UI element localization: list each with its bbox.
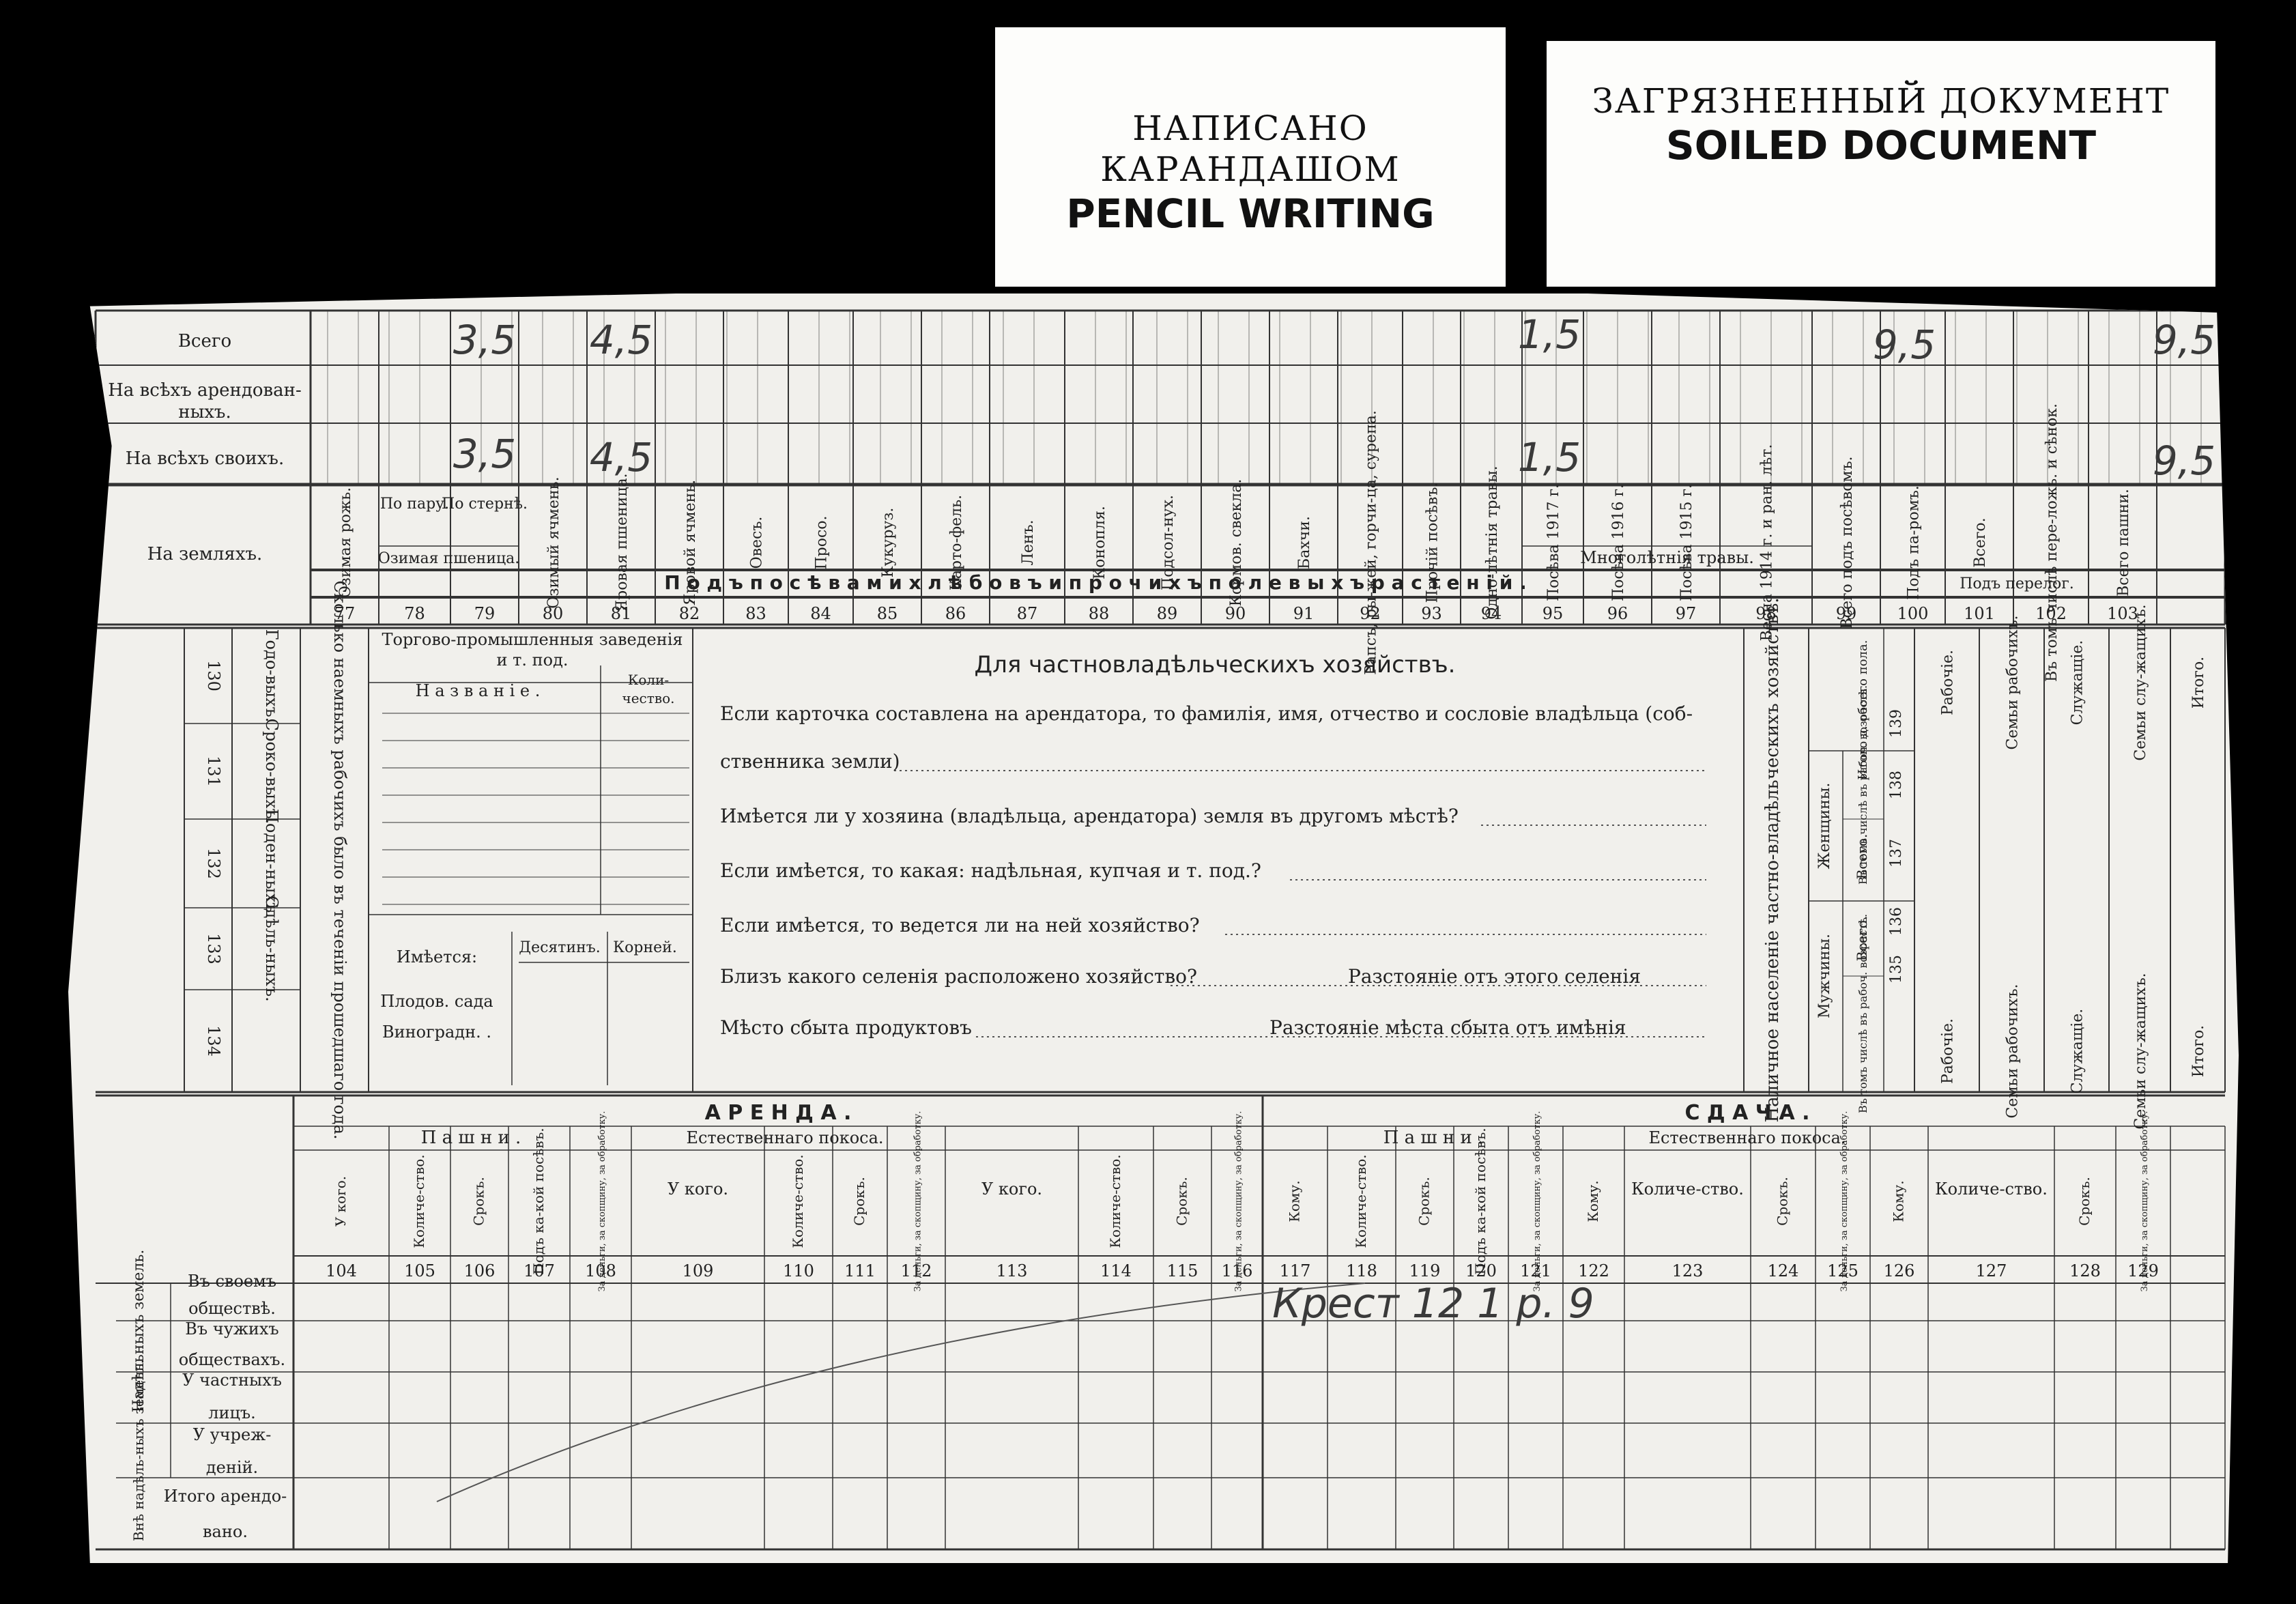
sub-header: Озимая пшеница. (377, 550, 520, 567)
side-column-number: 134 (204, 1025, 223, 1057)
bottom-column-number: 126 (1883, 1261, 1915, 1280)
right-column-header: Служащiе. (2069, 1008, 2086, 1094)
bottom-column-header: Количе-ство. (790, 1154, 806, 1248)
trade-name-header: Н а з в а н i е . (415, 681, 541, 700)
sub-header: Многолѣтнiя травы. (1580, 548, 1754, 567)
soiled-document-label (1547, 41, 2215, 287)
bottom-column-header: Срокъ. (1416, 1177, 1433, 1226)
row-group-label: Внѣ надѣль-ныхъ земель. (130, 1359, 147, 1542)
private-question: Если имѣется, то какая: надѣльная, купчая и т. под.? (720, 859, 1261, 882)
row-label: денiй. (205, 1458, 259, 1477)
right-column-header: Рабочiе. (1939, 649, 1957, 716)
row-label: вано. (203, 1522, 248, 1541)
column-number: 93 (1421, 604, 1442, 623)
crop-header: Кукуруз. (880, 507, 897, 578)
trade-title: и т. под. (496, 650, 569, 670)
handwritten-value: 9,5 (2152, 317, 2216, 363)
bottom-column-header: У кого. (667, 1179, 729, 1199)
bottom-column-header: Кому. (1890, 1180, 1907, 1222)
crop-header: Карто-фель. (948, 494, 965, 591)
handwritten-value: 1,5 (1517, 434, 1581, 481)
row-label-own: На всѣхъ своихъ. (125, 448, 285, 469)
bottom-column-header: За деньги, за скопщину, за обработку. (2140, 1111, 2150, 1292)
private-question: Имѣется ли у хозяина (владѣльца, арендатора) земля въ другомъ мѣстѣ? (720, 805, 1459, 827)
column-number: 97 (1675, 604, 1697, 623)
column-number: 101 (1964, 604, 1995, 623)
bottom-column-number: 124 (1767, 1261, 1799, 1280)
crop-header: Озимый ячмень. (545, 476, 562, 609)
column-number: 87 (1016, 604, 1038, 623)
label-line: КАРАНДАШОМ (1100, 149, 1401, 189)
row-label: Въ чужихъ (185, 1319, 279, 1338)
side-column-label: Годо-выхъ. (262, 629, 281, 723)
trade-qty-header: чество. (622, 690, 675, 706)
bottom-column-header: За деньги, за скопщину, за обработку. (913, 1111, 923, 1292)
population-number: 135 (1888, 955, 1905, 984)
right-column-header: Рабочiе. (1939, 1018, 1957, 1085)
side-column-label: Поден-ныхъ. (262, 809, 281, 918)
column-number: 85 (876, 604, 898, 623)
bottom-column-header: Количе-ство. (1107, 1154, 1123, 1248)
side-column-number: 130 (204, 660, 223, 691)
column-number: 102 (2035, 604, 2067, 623)
bottom-column-number: 122 (1578, 1261, 1609, 1280)
row-label: Итого арендо- (163, 1487, 287, 1506)
census-form-sheet (68, 293, 2239, 1563)
side-column-number: 132 (204, 848, 223, 879)
handwritten-value: 3,5 (453, 431, 517, 477)
bottom-column-number: 111 (844, 1261, 876, 1280)
right-column-header: Семьи слу-жащихъ. (2132, 973, 2149, 1130)
bottom-column-header: Срокъ. (851, 1177, 867, 1226)
bottom-column-number: 119 (1409, 1261, 1441, 1280)
pen-stroke (437, 1283, 1365, 1502)
crop-header: Подъ па-ромъ. (1905, 485, 1923, 600)
column-number: 84 (810, 604, 831, 623)
crop-header: Яровой ячмень. (682, 479, 699, 606)
banner-text: П о д ъ п о с ѣ в а м и х л ѣ б о в ъ и п р о ч и х ъ п о л е в ы х ъ р а с т е н i й . (664, 571, 1527, 594)
pokos-header: Естественнаго покоса. (686, 1128, 884, 1147)
private-question: ственника земли) (720, 750, 900, 773)
bottom-column-header: Кому. (1286, 1180, 1303, 1222)
population-itogo: Итого д. обоего пола. (1856, 640, 1870, 780)
population-number: 136 (1888, 907, 1905, 936)
handwritten-value: 3,5 (453, 317, 517, 363)
bottom-column-number: 108 (585, 1261, 616, 1280)
row-label-lands: На земляхъ. (147, 544, 263, 564)
right-column-header: Служащiе. (2069, 640, 2086, 726)
column-number: 90 (1224, 604, 1246, 623)
vertical-caption: Сколько наемныхъ рабочихъ было въ теченiи прошедшаго года. (330, 580, 349, 1140)
bottom-column-number: 114 (1100, 1261, 1132, 1280)
bottom-column-number: 105 (404, 1261, 435, 1280)
bottom-column-number: 104 (326, 1261, 357, 1280)
crop-header: Посѣва 1915 г. (1678, 483, 1695, 602)
crop-header: Озимая рожь. (337, 487, 354, 599)
has-korney: Корней. (613, 939, 677, 956)
bottom-column-number: 107 (523, 1261, 555, 1280)
crop-header: Конопля. (1091, 506, 1108, 579)
trade-title: Торгово-промышленныя заведенiя (382, 630, 683, 649)
right-column-header: Итого. (2190, 1025, 2207, 1078)
crop-header: Всего подъ посѣвомъ. (1839, 456, 1856, 629)
crop-header: Яровая пшеница. (614, 473, 631, 612)
crop-header: По стернѣ. (442, 496, 528, 513)
crop-header: Подсол-нух. (1160, 495, 1177, 590)
crop-header: Ленъ. (1020, 519, 1037, 566)
crop-header: Посѣва 1917 г. (1545, 483, 1562, 602)
column-number: 79 (474, 604, 496, 623)
bottom-column-number: 113 (996, 1261, 1028, 1280)
private-question: Мѣсто сбыта продуктовъ (720, 1016, 972, 1039)
bottom-column-number: 110 (783, 1261, 814, 1280)
column-number: 91 (1293, 604, 1315, 623)
column-number: 94 (1480, 604, 1502, 623)
bottom-column-header: За деньги, за скопщину, за обработку. (1839, 1111, 1850, 1292)
private-title: Для частновладѣльческихъ хозяйствъ. (974, 651, 1456, 678)
side-column-number: 133 (204, 933, 223, 964)
crop-header: Прочiй посѣвъ. (1424, 482, 1441, 603)
bottom-column-header: Кому. (1585, 1180, 1601, 1222)
row-label: обществахъ. (178, 1350, 286, 1369)
row-label: У частныхъ (182, 1371, 282, 1390)
column-number: 99 (1835, 604, 1857, 623)
bottom-column-header: Срокъ. (470, 1177, 487, 1226)
crop-header: Бахчи. (1296, 516, 1313, 569)
has-label: Имѣется: (396, 947, 478, 966)
column-number: 96 (1607, 604, 1628, 623)
bottom-column-header: У кого. (332, 1175, 349, 1227)
side-column-label: Сдѣль-ныхъ. (262, 896, 281, 1002)
row-label-rented: ныхъ. (178, 402, 231, 423)
private-question: Если карточка составлена на арендатора, то фамилiя, имя, отчество и сословiе владѣльца (соб- (720, 702, 1693, 725)
bottom-column-number: 116 (1221, 1261, 1253, 1280)
bottom-column-header: Количе-ство. (1353, 1154, 1369, 1248)
bottom-column-number: 125 (1827, 1261, 1859, 1280)
arenda-header: А Р Е Н Д А . (704, 1101, 852, 1125)
bottom-column-header: Срокъ. (1173, 1177, 1190, 1226)
pencil-writing-label (995, 27, 1506, 287)
population-number: 137 (1888, 839, 1905, 868)
bottom-column-header: Подъ ка-кой посѣвъ. (530, 1128, 547, 1275)
right-column-header: Итого. (2190, 656, 2207, 709)
handwritten-value: 1,5 (1517, 311, 1581, 358)
trade-qty-header: Коли- (627, 672, 670, 688)
column-number: 86 (945, 604, 966, 623)
private-question: Если имѣется, то ведется ли на ней хозяйство? (720, 914, 1200, 936)
bottom-column-header: Срокъ. (2076, 1177, 2093, 1226)
row-label-rented: На всѣхъ арендован- (108, 380, 302, 401)
has-garden: Плодов. сада (380, 992, 493, 1011)
population-number: 139 (1888, 709, 1905, 738)
row-label-total: Всего (177, 331, 232, 352)
column-number: 81 (610, 604, 632, 623)
population-caption: Наличное населенiе частно-владѣльческихъ хозяйствъ. (1762, 597, 1783, 1123)
bottom-column-number: 106 (463, 1261, 496, 1280)
bottom-column-number: 109 (682, 1261, 714, 1280)
side-column-number: 131 (204, 756, 223, 787)
label-line: НАПИСАНО (1132, 109, 1368, 148)
pashni-header: П а ш н и . (1383, 1128, 1484, 1148)
form-grid (68, 293, 2239, 1563)
right-column-header: Семьи рабочихъ. (2004, 615, 2022, 750)
population-working: Въ томъ числѣ въ рабоч. возрастѣ. (1856, 685, 1869, 885)
crop-header: Рапсъ, ры-жей, горчи-ца, сурепа. (1362, 410, 1380, 675)
right-column-header: Семьи слу-жащихъ. (2132, 604, 2149, 761)
has-desyatin: Десятинъ. (519, 939, 601, 956)
pashni-header: П а ш н и . (420, 1128, 521, 1148)
right-column-header: Семьи рабочихъ. (2004, 984, 2022, 1119)
sdacha-header: С Д А Ч А . (1684, 1101, 1810, 1125)
column-number: 88 (1088, 604, 1110, 623)
row-label: Въ своемъ (187, 1272, 277, 1291)
crop-header: Одно-лѣтнiя травы. (1484, 466, 1501, 620)
population-women: Женщины. (1816, 782, 1833, 870)
column-number: 92 (1360, 604, 1381, 623)
column-number: 80 (542, 604, 564, 623)
population-working: Въ томъ числѣ въ рабоч. возрастѣ. (1856, 913, 1869, 1114)
column-number: 95 (1542, 604, 1564, 623)
handwritten-value: 4,5 (589, 317, 653, 363)
crop-header: По пару. (379, 496, 450, 513)
column-number: 89 (1156, 604, 1178, 623)
bottom-column-number: 127 (1975, 1261, 2007, 1280)
bottom-column-number: 118 (1346, 1261, 1377, 1280)
column-number: 103 (2107, 604, 2138, 623)
column-number: 82 (678, 604, 700, 623)
crop-header: Кормов. свекла. (1228, 478, 1245, 607)
bottom-column-header: За деньги, за скопщину, за обработку. (1233, 1111, 1244, 1292)
population-total: Всего. (1854, 833, 1870, 880)
column-number: 77 (334, 604, 356, 623)
handwritten-value: 4,5 (589, 434, 653, 481)
private-question: Близъ какого селенiя расположено хозяйство? (720, 965, 1198, 988)
private-question: Разстоянiе мѣста сбыта отъ имѣнiя (1269, 1016, 1626, 1039)
column-number: 98 (1755, 604, 1777, 623)
bottom-column-number: 129 (2127, 1261, 2159, 1280)
bottom-column-number: 120 (1465, 1261, 1497, 1280)
crop-header: Всего пашни. (2115, 489, 2132, 597)
bottom-column-header: За деньги, за скопщину, за обработку. (1532, 1111, 1542, 1292)
bottom-column-header: Количе-ство. (1935, 1179, 2048, 1199)
population-total: Всего. (1854, 915, 1870, 962)
row-label: У учреж- (192, 1425, 272, 1444)
label-line: SOILED DOCUMENT (1665, 122, 2097, 169)
side-column-label: Сроко-выхъ. (262, 718, 281, 825)
bottom-column-number: 115 (1166, 1261, 1199, 1280)
bottom-column-header: У кого. (981, 1179, 1043, 1199)
crop-header: Всего. (1972, 517, 1989, 568)
row-label: лицъ. (208, 1403, 256, 1422)
crop-header: Посѣва 1916 г. (1610, 483, 1627, 602)
private-question: Разстоянiе отъ этого селенiя (1348, 965, 1641, 988)
bottom-column-header: Количе-ство. (411, 1154, 427, 1248)
crop-header: Просо. (813, 515, 831, 570)
bottom-column-number: 117 (1279, 1261, 1311, 1280)
handwritten-value: 9,5 (2152, 438, 2216, 484)
population-men: Мужчины. (1816, 933, 1833, 1019)
row-group-label: Надѣльныхъ земель. (130, 1249, 147, 1413)
bottom-column-number: 128 (2069, 1261, 2101, 1280)
label-line: PENCIL WRITING (1066, 190, 1435, 237)
label-line: ЗАГРЯЗНЕННЫЙ ДОКУМЕНТ (1592, 81, 2170, 121)
pokos-header: Естественнаго покоса. (1648, 1128, 1846, 1147)
crop-header: Овесъ. (748, 516, 766, 569)
bottom-column-header: Подъ ка-кой посѣвъ. (1472, 1128, 1489, 1275)
bottom-column-number: 121 (1520, 1261, 1551, 1280)
population-number: 138 (1888, 771, 1905, 799)
crop-header: Весна 1914 г. и ран. лѣт. (1758, 444, 1776, 642)
column-number: 78 (404, 604, 425, 623)
column-number: 100 (1897, 604, 1929, 623)
bottom-column-number: 112 (900, 1261, 932, 1280)
column-number: 83 (745, 604, 766, 623)
crop-header: Въ томъ числѣ пере-ложь. и сѣнок. (2043, 403, 2061, 682)
has-vineyard: Виноградн. . (382, 1022, 491, 1042)
handwritten-value: Крест 12 1 р. 9 (1272, 1280, 1594, 1328)
row-label: обществѣ. (188, 1299, 276, 1318)
bottom-column-header: Срокъ. (1774, 1177, 1791, 1226)
sub-header: Подъ перелог. (1960, 575, 2074, 592)
handwritten-value: 9,5 (1872, 321, 1936, 368)
bottom-column-header: За деньги, за скопщину, за обработку. (597, 1111, 607, 1292)
bottom-column-header: Количе-ство. (1631, 1179, 1744, 1199)
bottom-column-number: 123 (1671, 1261, 1704, 1280)
